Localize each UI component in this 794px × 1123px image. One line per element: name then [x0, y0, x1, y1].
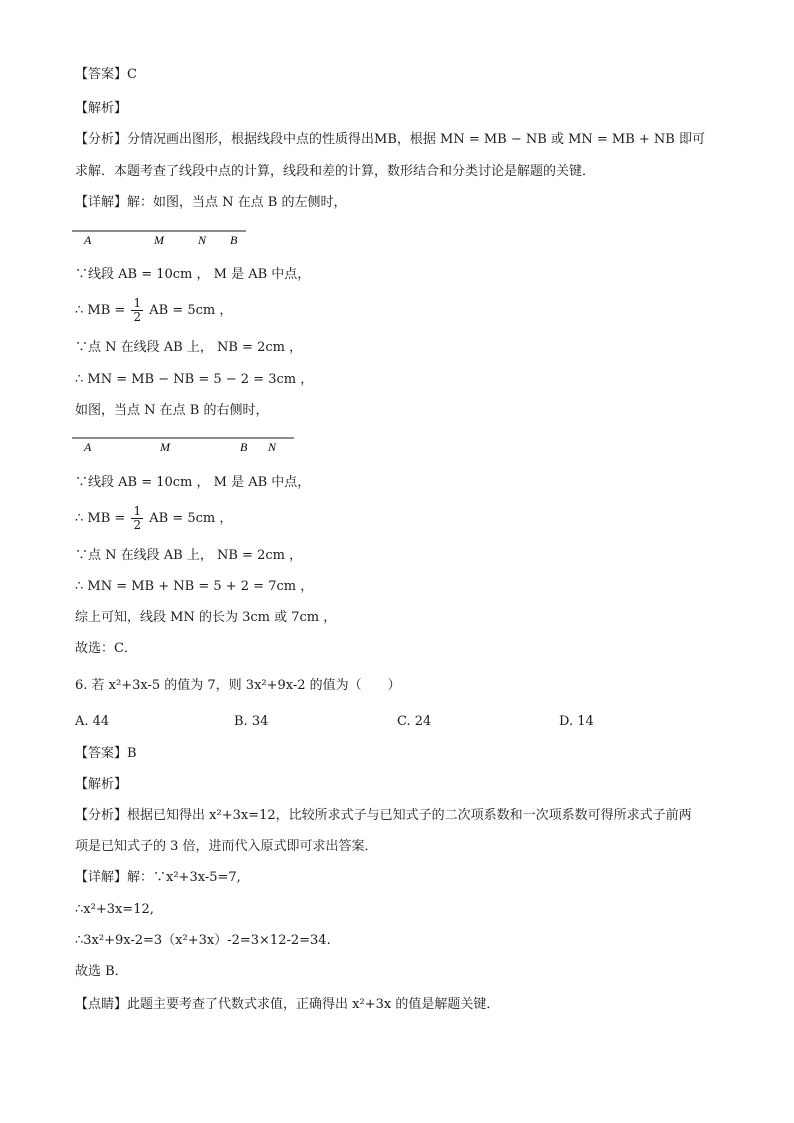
detail-intro-text: 解：如图，当点 N 在点 B 的左侧时，: [127, 195, 347, 210]
q6-detail-line3: ∴3x²+9x-2=3（x²+3x）-2=3×12-2=34.: [75, 933, 331, 948]
detail-tag: 【详解】: [75, 870, 128, 885]
q5-answer-line: [75, 66, 137, 84]
q5-fenxi-line2: 求解．本题考查了线段中点的计算，线段和差的计算，数形结合和分类讨论是解题的关键．: [75, 164, 596, 179]
segment-diagram-case2: [72, 431, 300, 455]
fenxi-text: 分情况画出图形，根据线段中点的性质得出MB，根据 MN = MB − NB 或 MN = MB + NB 即可: [127, 132, 705, 147]
point-label-m: M: [160, 440, 170, 454]
case2-l2-post: AB = 5cm ，: [149, 511, 233, 526]
answer-value: C: [127, 67, 137, 82]
case1-line3: ∵点 N 在线段 AB 上， NB = 2cm ，: [75, 340, 303, 355]
point-label-m: M: [154, 233, 164, 247]
frac-num: 1: [133, 296, 142, 310]
point-label-n: N: [268, 440, 277, 454]
point-label-b: B: [230, 233, 238, 247]
case1-line1: ∵线段 AB = 10cm ， M 是 AB 中点，: [75, 267, 311, 282]
q5-summary: 综上可知，线段 MN 的长为 3cm 或 7cm ，: [75, 610, 337, 625]
q5-choose: 故选：C．: [75, 641, 137, 656]
q6-dianjing-line: [75, 996, 499, 1014]
q6-choice-c: C. 24: [397, 714, 432, 729]
q6-stem: 6. 若 x²+3x-5 的值为 7，则 3x²+9x-2 的值为（ ）: [75, 678, 401, 693]
fenxi-tag: 【分析】: [75, 808, 128, 823]
point-label-b: B: [240, 440, 248, 454]
case2-line4: ∴ MN = MB + NB = 5 + 2 = 7cm ，: [75, 579, 314, 594]
case1-l2-pre: ∴ MB =: [75, 303, 126, 318]
case2-l2-pre: ∴ MB =: [75, 511, 126, 526]
q6-detail-line1: [75, 869, 241, 887]
frac-num: 1: [133, 504, 142, 518]
answer-tag: 【答案】: [75, 746, 128, 761]
segment-diagram-case1: [72, 224, 252, 248]
point-label-a: A: [84, 233, 92, 247]
q6-choice-a: A. 44: [75, 714, 110, 729]
frac-den: 2: [133, 310, 142, 324]
fraction-one-half: [131, 297, 143, 324]
case2-line2: [75, 505, 232, 532]
case2-line3: ∵点 N 在线段 AB 上， NB = 2cm ，: [75, 548, 303, 563]
answer-tag: 【答案】: [75, 67, 128, 82]
q6-choice-b: B. 34: [234, 714, 269, 729]
point-label-a: A: [84, 440, 92, 454]
detail-text: 解：∵x²+3x-5=7,: [127, 870, 241, 885]
case2-line1: ∵线段 AB = 10cm ， M 是 AB 中点，: [75, 475, 311, 490]
q6-choose: 故选 B．: [75, 964, 128, 979]
q6-fenxi-line1: [75, 807, 692, 825]
point-label-n: N: [198, 233, 207, 247]
q5-detail-intro: [75, 194, 346, 212]
q6-choice-d: D. 14: [559, 714, 594, 729]
q6-fenxi-line2: 项是已知式子的 3 倍，进而代入原式即可求出答案．: [75, 839, 378, 854]
q5-analysis-tag: 【解析】: [75, 101, 128, 116]
fenxi-text: 根据已知得出 x²+3x=12，比较所求式子与已知式子的二次项系数和一次项系数可得所求式子前两: [127, 808, 692, 823]
case1-line2: [75, 297, 232, 324]
q6-analysis-tag: 【解析】: [75, 777, 128, 792]
fenxi-tag: 【分析】: [75, 132, 128, 147]
case1-l2-post: AB = 5cm ，: [149, 303, 233, 318]
fraction-one-half: [131, 505, 143, 532]
frac-den: 2: [133, 518, 142, 532]
case1-line4: ∴ MN = MB − NB = 5 − 2 = 3cm ，: [75, 372, 314, 387]
case2-intro: 如图，当点 N 在点 B 的右侧时，: [75, 403, 269, 418]
q5-fenxi-line1: [75, 131, 705, 149]
q6-detail-line2: ∴x²+3x=12,: [75, 902, 154, 917]
dianjing-tag: 【点睛】: [75, 997, 128, 1012]
answer-value: B: [127, 746, 137, 761]
detail-tag: 【详解】: [75, 195, 128, 210]
q6-answer-line: [75, 745, 137, 763]
dianjing-text: 此题主要考查了代数式求值，正确得出 x²+3x 的值是解题关键．: [127, 997, 500, 1012]
